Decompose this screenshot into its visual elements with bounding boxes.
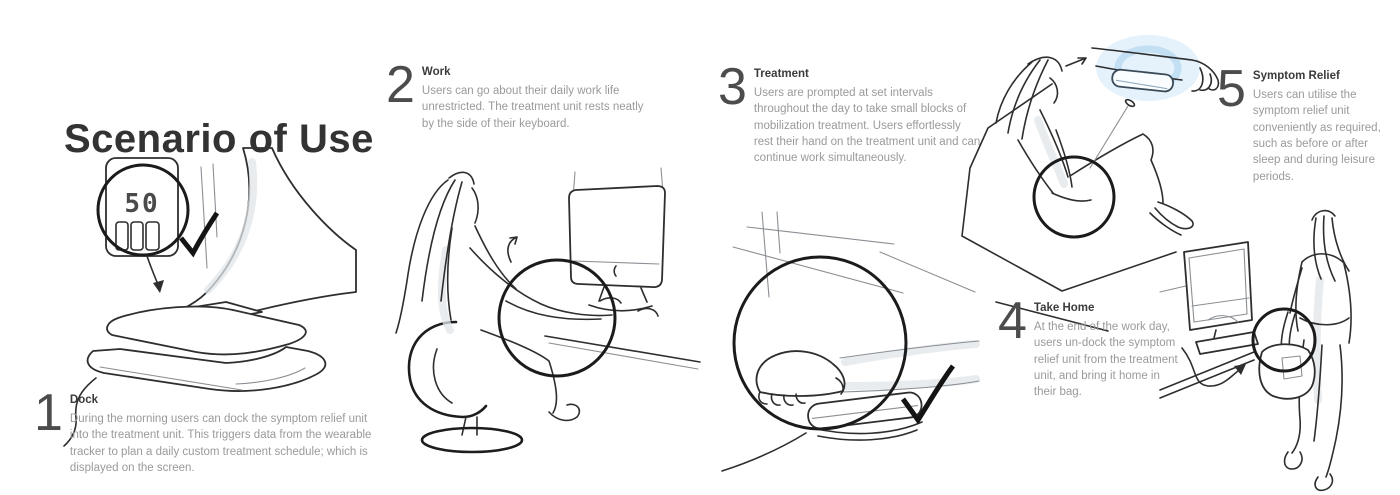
step-work	[386, 56, 654, 132]
treatment-unit-tray	[107, 307, 306, 355]
step-number: 2	[386, 56, 415, 114]
step-heading: Work	[421, 66, 451, 78]
step-take-home	[998, 292, 1180, 401]
step-heading: Treatment	[753, 68, 809, 80]
step-symptom-relief	[1217, 60, 1389, 185]
illustration-treatment	[722, 212, 979, 471]
woman-face	[472, 188, 478, 223]
arrow-to-bag	[1182, 348, 1238, 386]
lounge-chair	[962, 84, 1176, 331]
glow-halo	[1096, 35, 1200, 101]
hand-on-device	[757, 351, 845, 396]
woman-torso	[448, 226, 516, 320]
lap-highlight-circle	[1034, 157, 1114, 237]
arm-soft-top	[845, 344, 976, 362]
chair-pedestal	[462, 417, 477, 435]
pointer-line	[1090, 106, 1128, 168]
woman-leg	[481, 330, 556, 413]
chair-base	[422, 428, 522, 452]
device-cable	[722, 433, 806, 471]
chair-seat-line	[433, 349, 452, 403]
woman-forearm	[506, 301, 601, 319]
step-treatment	[718, 58, 982, 167]
step-body: Users can utilise the symptom relief unit conveniently as required, such as before or after sleep and during leisure periods.	[1252, 89, 1381, 183]
step-number: 1	[34, 384, 63, 442]
treatment-device	[807, 391, 923, 430]
person-shoes	[1150, 202, 1193, 235]
desk-monitor	[1184, 242, 1252, 330]
rotate-arrow-icon	[508, 237, 517, 262]
step-number: 4	[998, 292, 1027, 350]
step-number: 3	[718, 58, 747, 116]
woman-hair	[396, 172, 474, 333]
step-body: Users can go about their daily work life unrestricted. The treatment unit rests neatly by the side of their keyboard.	[421, 85, 644, 130]
step-body: At the end of the work day, users un-dock the symptom relief unit from the treatment unit, and bring it home in their bag.	[1033, 321, 1178, 399]
person-legs	[1070, 134, 1163, 203]
arrow-up-icon	[1066, 58, 1086, 66]
desk-edge-2	[549, 343, 698, 369]
desk-edge	[545, 336, 700, 362]
person-hair	[996, 57, 1062, 139]
chair-back	[409, 322, 486, 417]
woman-torso	[1296, 254, 1351, 343]
arrow-down-head	[153, 280, 164, 293]
step-heading: Symptom Relief	[1252, 70, 1340, 82]
woman-sandals	[1285, 452, 1333, 490]
step-body: During the morning users can dock the symptom relief unit into the treatment unit. This triggers data from the wearable tracker to plan a daily custom treatment schedule; which is displayed on the screen.	[69, 413, 372, 474]
illustration-symptom-relief	[962, 35, 1218, 331]
page-title: Scenario of Use	[64, 116, 374, 161]
desk-keyboard	[1196, 332, 1258, 354]
monitor-stand-lines	[762, 212, 780, 297]
step-heading: Take Home	[1033, 302, 1095, 314]
monitor-stand	[589, 287, 652, 311]
illustration-take-home	[1160, 211, 1351, 491]
person-face	[1050, 78, 1057, 103]
monitor	[569, 186, 665, 287]
woman-hair	[1312, 211, 1349, 281]
step-number: 5	[1217, 60, 1246, 118]
step-body: Users are prompted at set intervals throughout the day to take small blocks of mobilization treatment. Users effortlessly rest their hand on the treatment unit and can continue work simultaneously.	[753, 87, 981, 165]
step-heading: Dock	[69, 394, 99, 406]
desk-lines	[733, 227, 975, 293]
screen-reading: 50	[124, 189, 160, 219]
step-dock	[34, 384, 378, 476]
illustration-work	[396, 168, 700, 452]
